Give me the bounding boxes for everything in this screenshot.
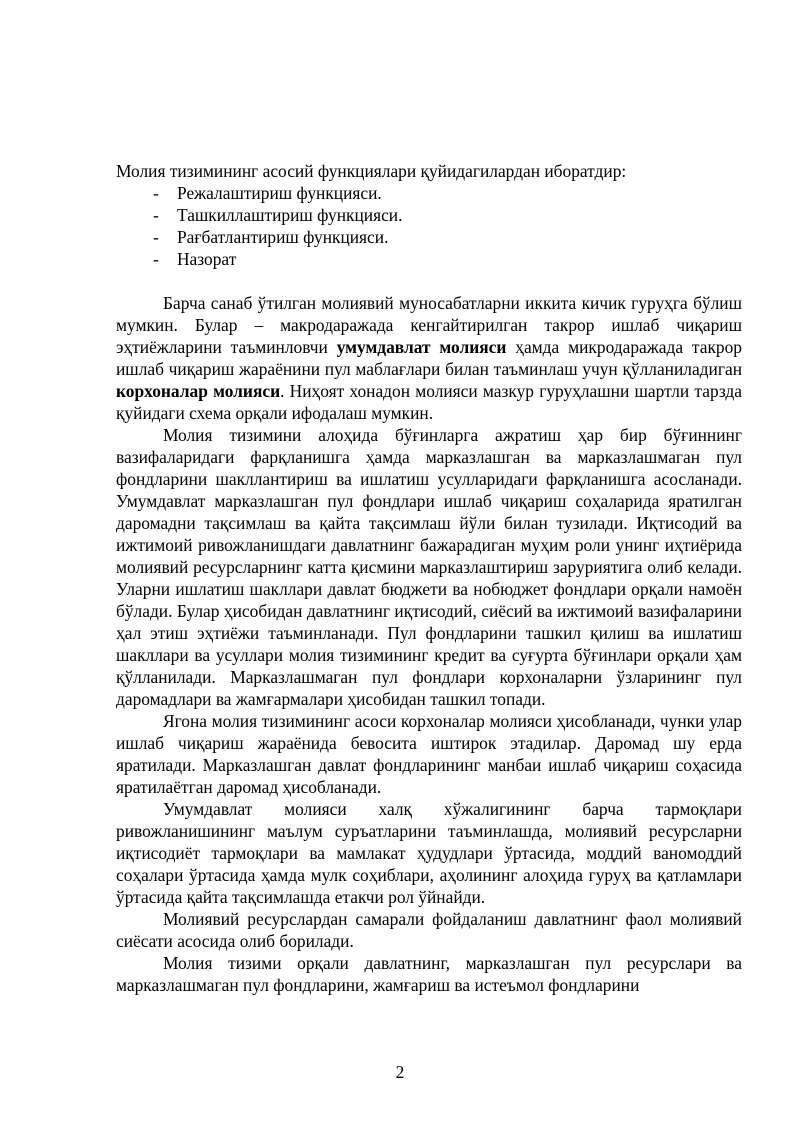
document-body bbox=[116, 160, 742, 996]
bullet-dash: - bbox=[153, 205, 159, 225]
paragraph bbox=[116, 292, 742, 424]
bold-term: корхоналар молияси bbox=[116, 381, 281, 401]
page-number: 2 bbox=[395, 1062, 405, 1082]
list-item bbox=[116, 204, 742, 226]
list-item bbox=[116, 248, 742, 270]
paragraph: Молия тизимини алоҳида бўғинларга ажратиш ҳар бир бўғиннинг вазифаларидаги фарқланишга ҳамда марказлашган ва марказлашмаган пул фондларини шакллантириш ва ишлатиш усулларидаги фарқланишга асосланади. Умумдавлат марказлашган пул фондлари ишлаб чиқариш соҳаларида яратилган даромадни тақсимлаш ва қайта тақсимлаш йўли билан тузилади. Иқтисодий ва ижтимоий ривожланишдаги давлатнинг бажарадиган муҳим роли унинг иҳтиёрида молиявий ресурсларнинг катта қисмини марказлаштириш заруриятига олиб келади. Уларни ишлатиш шакллари давлат бюджети ва нобюджет фондлари орқали намоён бўлади. Булар ҳисобидан давлатнинг иқтисодий, сиёсий ва ижтимоий вазифаларини ҳал этиш эҳтиёжи таъминланади. Пул фондларини ташкил қилиш ва ишлатиш шакллари ва усуллари молия тизимининг кредит ва суғурта бўғинлари орқали ҳам қўлланилади. Марказлашмаган пул фондлари корхоналарни ўзларининг пул даромадлари ва жамғармалари ҳисобидан ташкил топади. bbox=[116, 425, 742, 709]
paragraph: Ягона молия тизимининг асоси корхоналар молияси ҳисобланади, чунки улар ишлаб чиқариш жараёнида бевосита иштирок этадилар. Даромад шу ерда яратилади. Марказлашган давлат фондларининг манбаи ишлаб чиқариш соҳасида яратилаётган даромад ҳисобланади. bbox=[116, 711, 742, 797]
functions-list bbox=[116, 182, 742, 270]
intro-line: Молия тизимининг асосий функциялари қуйидагилардан иборатдир: bbox=[116, 161, 627, 181]
bullet-dash: - bbox=[153, 227, 159, 247]
list-item bbox=[116, 182, 742, 204]
paragraph: Молия тизими орқали давлатнинг, марказлашган пул ресурслари ва марказлашмаган пул фондларини, жамғариш ва истеъмол фондларини bbox=[116, 953, 742, 995]
paragraph-text: ҳамда микродаражада такрор ишлаб чиқариш жараёнини пул маблағлари билан таъминлаш учун қўлланиладиган bbox=[116, 337, 742, 379]
list-item bbox=[116, 226, 742, 248]
bullet-dash: - bbox=[153, 249, 159, 269]
list-item-text: Назорат bbox=[177, 249, 237, 269]
paragraph-text: Барча санаб ўтилган молиявий муносабатларни иккита кичик гуруҳга бўлиш мумкин. Булар – макродаражада кенгайтирилган такрор ишлаб чиқариш эҳтиёжларини таъминловчи bbox=[116, 293, 742, 357]
list-item-text: Режалаштириш функцияси. bbox=[177, 183, 382, 203]
list-item-text: Ташкиллаштириш функцияси. bbox=[177, 205, 403, 225]
paragraph-text: . Ниҳоят хонадон молияси мазкур гуруҳлашни шартли тарзда қуйидаги схема орқали ифодалаш мумкин. bbox=[116, 381, 742, 423]
blank-line bbox=[116, 270, 742, 292]
paragraph: Молиявий ресурслардан самарали фойдаланиш давлатнинг фаол молиявий сиёсати асосида олиб борилади. bbox=[116, 909, 742, 951]
bold-term: умумдавлат молияси bbox=[336, 337, 507, 357]
bullet-dash: - bbox=[153, 183, 159, 203]
list-item-text: Рағбатлантириш функцияси. bbox=[177, 227, 389, 247]
paragraph: Умумдавлат молияси халқ хўжалигининг барча тармоқлари ривожланишининг маълум суръатларини таъминлашда, молиявий ресурсларни иқтисодиёт тармоқлари ва мамлакат ҳудудлари ўртасида, моддий ваномоддий соҳалари ўртасида ҳамда мулк соҳиблари, аҳолининг алоҳида гуруҳ ва қатламлари ўртасида қайта тақсимлашда етакчи рол ўйнайди. bbox=[116, 799, 742, 907]
